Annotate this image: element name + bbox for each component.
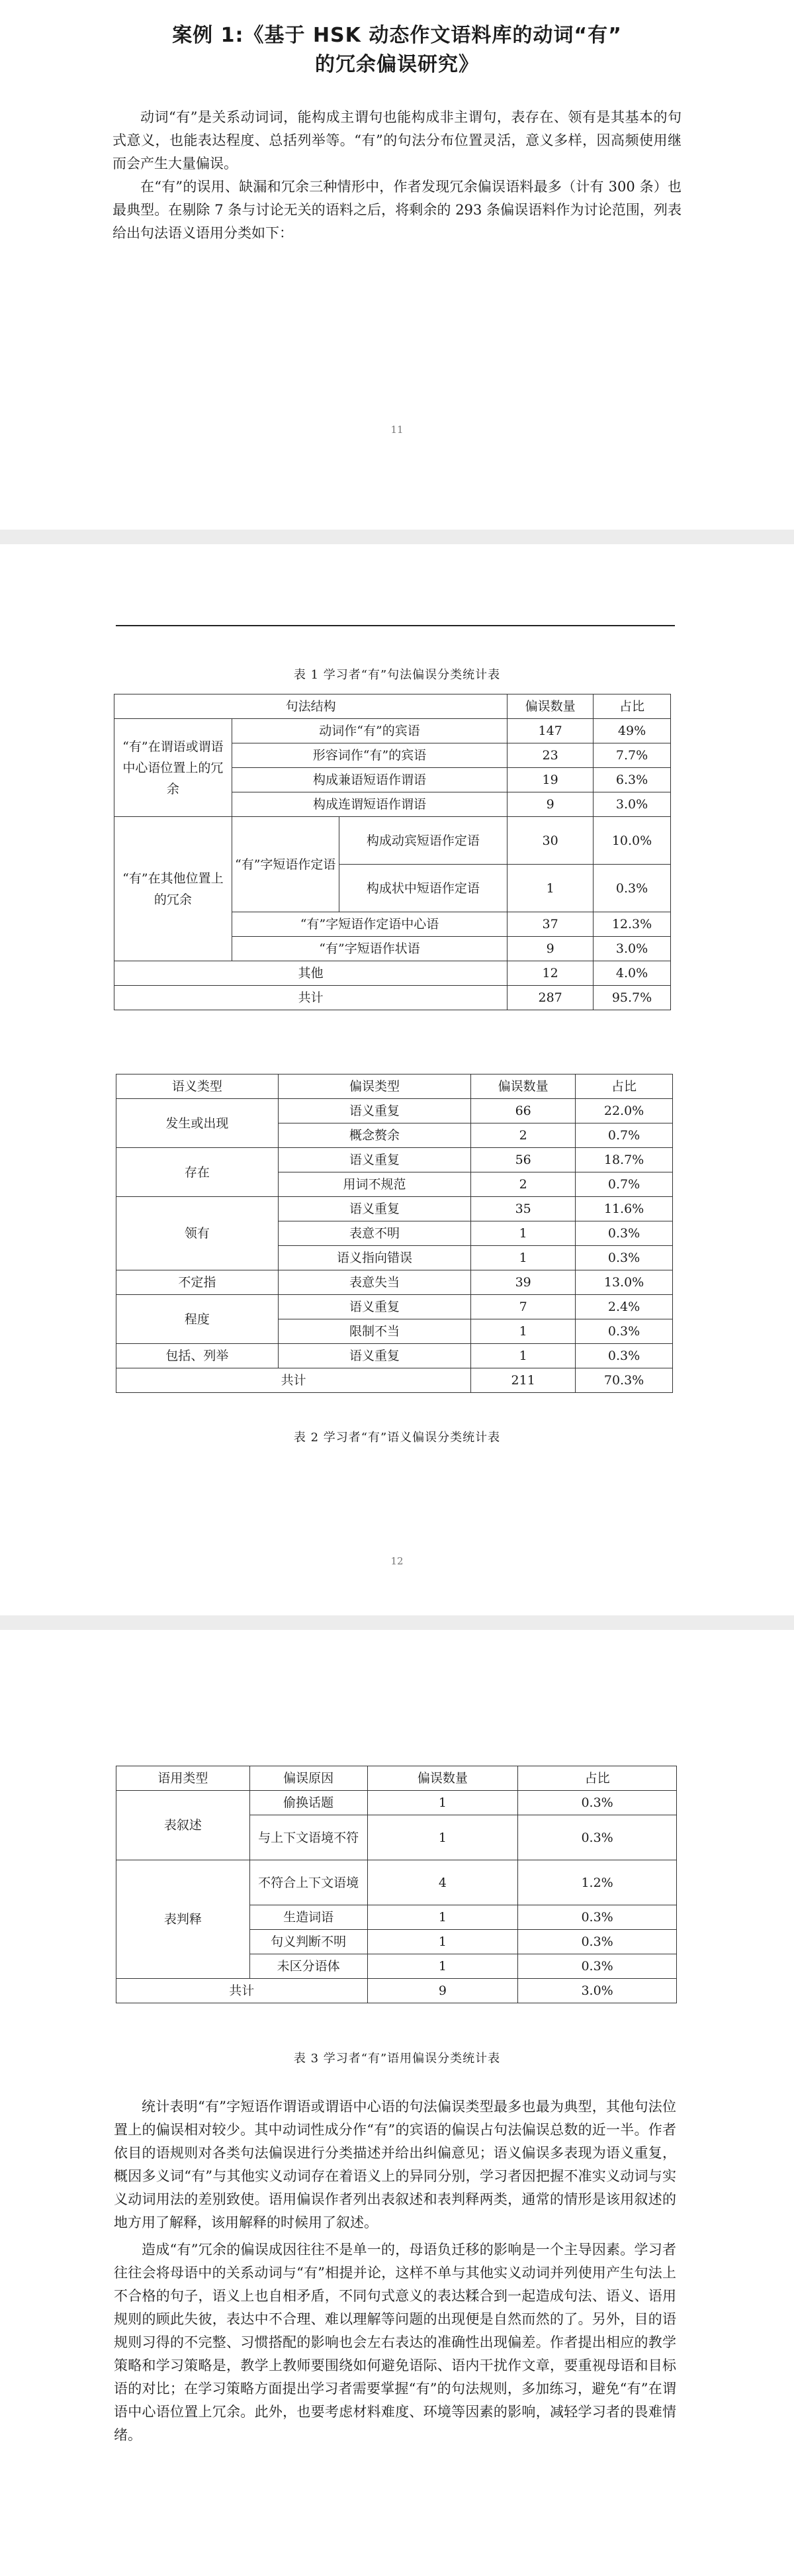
table-cell: 70.3%: [576, 1368, 673, 1393]
table-1-syntax: [114, 694, 671, 1010]
table-cell: 2.4%: [576, 1295, 673, 1319]
table-cell: 其他: [114, 961, 507, 986]
table-cell: 1: [367, 1815, 518, 1860]
header-cell: 偏误数量: [367, 1766, 518, 1791]
table-row: [116, 1270, 673, 1295]
table-cell: “有”字短语作定语中心语: [232, 912, 507, 937]
group-label: “有”在其他位置上的冗余: [114, 817, 232, 961]
table-cell: 限制不当: [278, 1319, 471, 1344]
table-2-caption: 表 2 学习者“有”语义偏误分类统计表: [293, 1431, 501, 1445]
table-cell: 语义重复: [278, 1197, 471, 1221]
table-cell: 构成连谓短语作谓语: [232, 792, 507, 817]
table-cell: 0.3%: [518, 1930, 677, 1954]
table-cell: 211: [471, 1368, 576, 1393]
table-cell: 287: [507, 986, 594, 1010]
table-cell: 37: [507, 912, 594, 937]
group-label: 包括、列举: [116, 1344, 279, 1368]
table-row: [116, 1344, 673, 1368]
table-cell: 9: [367, 1979, 518, 2003]
group-label: 表判释: [116, 1860, 250, 1979]
table-cell: 0.3%: [576, 1221, 673, 1246]
intro-text: [112, 106, 682, 245]
table-cell: 0.3%: [594, 865, 671, 912]
sub-group-label: “有”字短语作定语: [232, 817, 339, 912]
group-label: 领有: [116, 1197, 279, 1270]
group-label: 发生或出现: [116, 1099, 279, 1148]
table-cell: 0.3%: [576, 1246, 673, 1270]
header-cell: 偏误原因: [249, 1766, 367, 1791]
table-cell: 1: [471, 1344, 576, 1368]
header-cell: 句法结构: [114, 694, 507, 719]
table-cell: 3.0%: [594, 792, 671, 817]
table-total-row: [114, 986, 671, 1010]
table-2-semantics: [116, 1074, 673, 1393]
table-cell: 构成兼语短语作谓语: [232, 768, 507, 792]
table-row: [116, 1099, 673, 1123]
table-cell: 49%: [594, 719, 671, 743]
table-cell: 生造词语: [249, 1905, 367, 1930]
table-cell: 23: [507, 743, 594, 768]
table-cell: 7.7%: [594, 743, 671, 768]
table-row: [114, 719, 671, 743]
table-cell: 1: [367, 1905, 518, 1930]
page-3: [0, 1630, 794, 2576]
table-header-row: [116, 1766, 677, 1791]
table-cell: 共计: [116, 1979, 368, 2003]
table-cell: 3.0%: [594, 937, 671, 961]
table-cell: 构成动宾短语作定语: [339, 817, 507, 865]
table-cell: 56: [471, 1148, 576, 1172]
paragraph-2: 在“有”的误用、缺漏和冗余三种情形中，作者发现冗余偏误语料最多（计有 300 条）也最典型。在剔除 7 条与讨论无关的语料之后，将剩余的 293 条偏误语料作为讨论范围，列表给出句法语义语用分类如下：: [112, 179, 682, 241]
title-line-1: 案例 1:《基于 HSK 动态作文语料库的动词“有”: [172, 24, 622, 47]
table-cell: 12: [507, 961, 594, 986]
header-cell: 占比: [594, 694, 671, 719]
table-row: [114, 817, 671, 865]
table-cell: 3.0%: [518, 1979, 677, 2003]
table-cell: 语义指向错误: [278, 1246, 471, 1270]
table-cell: 句义判断不明: [249, 1930, 367, 1954]
table-cell: 0.3%: [576, 1344, 673, 1368]
header-cell: 语用类型: [116, 1766, 250, 1791]
table-cell: 0.7%: [576, 1172, 673, 1197]
table-header-row: [114, 694, 671, 719]
table-cell: 9: [507, 792, 594, 817]
header-cell: 偏误类型: [278, 1074, 471, 1099]
header-cell: 占比: [576, 1074, 673, 1099]
paragraph-4: 造成“有”冗余的偏误成因往往不是单一的，母语负迁移的影响是一个主导因素。学习者往往会将母语中的关系动词与“有”相提并论，这样不单与其他实义动词并列使用产生句法上不合格的句子，语义上也自相矛盾，不同句式意义的表达糅合到一起造成句法、语义、语用规则的顾此失彼，表达中不合理、难以理解等问题的出现便是自然而然的了。另外，目的语规则习得的不完整、习惯搭配的影响也会左右表达的准确性出现偏差。作者提出相应的教学策略和学习策略是，教学上教师要围绕如何避免语际、语内干扰作文章，要重视母语和目标语的对比；在学习策略方面提出学习者需要掌握“有”的句法规则，多加练习，避免“有”在谓语中心语位置上冗余。此外，也要考虑材料难度、环境等因素的影响，减轻学习者的畏难情绪。: [114, 2242, 676, 2443]
table-cell: 147: [507, 719, 594, 743]
table-cell: 2: [471, 1123, 576, 1148]
table-cell: 用词不规范: [278, 1172, 471, 1197]
analysis-text: [114, 2095, 676, 2447]
table-cell: 11.6%: [576, 1197, 673, 1221]
group-label: 程度: [116, 1295, 279, 1344]
table-cell: 2: [471, 1172, 576, 1197]
page-2: [0, 544, 794, 1615]
table-cell: 12.3%: [594, 912, 671, 937]
table-row: [116, 1295, 673, 1319]
title-line-2: 的冗余偏误研究》: [315, 53, 479, 76]
table-row: [116, 1860, 677, 1905]
group-label: 不定指: [116, 1270, 279, 1295]
group-label: 表叙述: [116, 1791, 250, 1860]
table-row: [116, 1791, 677, 1815]
table-cell: 共计: [116, 1368, 471, 1393]
table-cell: 30: [507, 817, 594, 865]
table-cell: 0.3%: [576, 1319, 673, 1344]
table-cell: 9: [507, 937, 594, 961]
page-1: [0, 0, 794, 530]
table-cell: 1: [471, 1221, 576, 1246]
table-cell: 1: [367, 1791, 518, 1815]
table-row: [114, 961, 671, 986]
table-cell: 0.7%: [576, 1123, 673, 1148]
table-cell: 0.3%: [518, 1791, 677, 1815]
table-1-caption: 表 1 学习者“有”句法偏误分类统计表: [293, 668, 501, 682]
table-cell: 39: [471, 1270, 576, 1295]
page-gap: [0, 1615, 794, 1630]
table-row: [116, 1197, 673, 1221]
table-cell: “有”字短语作状语: [232, 937, 507, 961]
table-cell: 19: [507, 768, 594, 792]
table-cell: 概念赘余: [278, 1123, 471, 1148]
table-cell: 18.7%: [576, 1148, 673, 1172]
table-cell: 偷换话题: [249, 1791, 367, 1815]
table-cell: 0.3%: [518, 1905, 677, 1930]
table-cell: 共计: [114, 986, 507, 1010]
table-cell: 语义重复: [278, 1295, 471, 1319]
table-cell: 未区分语体: [249, 1954, 367, 1979]
table-cell: 6.3%: [594, 768, 671, 792]
document-title: [99, 21, 695, 79]
table-cell: 10.0%: [594, 817, 671, 865]
table-cell: 动词作“有”的宾语: [232, 719, 507, 743]
table-cell: 构成状中短语作定语: [339, 865, 507, 912]
paragraph-1: 动词“有”是关系动词词，能构成主谓句也能构成非主谓句，表存在、领有是其基本的句式意义，也能表达程度、总括列举等。“有”的句法分布位置灵活，意义多样，因高频使用继而会产生大量偏误。: [112, 109, 682, 171]
header-cell: 偏误数量: [507, 694, 594, 719]
table-cell: 4.0%: [594, 961, 671, 986]
table-3-caption: 表 3 学习者“有”语用偏误分类统计表: [293, 2052, 501, 2066]
header-cell: 偏误数量: [471, 1074, 576, 1099]
table-cell: 95.7%: [594, 986, 671, 1010]
header-rule: [116, 625, 675, 626]
table-cell: 与上下文语境不符: [249, 1815, 367, 1860]
header-cell: 占比: [518, 1766, 677, 1791]
table-cell: 形容词作“有”的宾语: [232, 743, 507, 768]
table-cell: 1: [367, 1930, 518, 1954]
page-number: 12: [390, 1555, 404, 1567]
table-total-row: [116, 1979, 677, 2003]
table-row: [116, 1148, 673, 1172]
header-cell: 语义类型: [116, 1074, 279, 1099]
table-cell: 7: [471, 1295, 576, 1319]
table-cell: 0.3%: [518, 1815, 677, 1860]
table-3-pragmatics: [116, 1766, 677, 2003]
table-cell: 表意不明: [278, 1221, 471, 1246]
table-total-row: [116, 1368, 673, 1393]
table-cell: 66: [471, 1099, 576, 1123]
table-cell: 1.2%: [518, 1860, 677, 1905]
table-cell: 语义重复: [278, 1099, 471, 1123]
group-label: “有”在谓语或谓语中心语位置上的冗余: [114, 719, 232, 817]
paragraph-3: 统计表明“有”字短语作谓语或谓语中心语的句法偏误类型最多也最为典型，其他句法位置上的偏误相对较少。其中动词性成分作“有”的宾语的偏误占句法偏误总数的近一半。作者依目的语规则对各类句法偏误进行分类描述并给出纠偏意见；语义偏误多表现为语义重复，概因多义词“有”与其他实义动词存在着语义上的异同分别，学习者因把握不准实义动词与实义动词用法的差别致使。语用偏误作者列出表叙述和表判释两类，通常的情形是该用叙述的地方用了解释，该用解释的时候用了叙述。: [114, 2099, 676, 2230]
group-label: 存在: [116, 1148, 279, 1197]
table-cell: 不符合上下文语境: [249, 1860, 367, 1905]
table-cell: 1: [471, 1319, 576, 1344]
table-cell: 1: [367, 1954, 518, 1979]
table-cell: 13.0%: [576, 1270, 673, 1295]
page-gap: [0, 530, 794, 544]
table-cell: 1: [471, 1246, 576, 1270]
table-header-row: [116, 1074, 673, 1099]
table-cell: 1: [507, 865, 594, 912]
table-cell: 表意失当: [278, 1270, 471, 1295]
table-cell: 语义重复: [278, 1344, 471, 1368]
table-cell: 语义重复: [278, 1148, 471, 1172]
table-cell: 35: [471, 1197, 576, 1221]
table-cell: 22.0%: [576, 1099, 673, 1123]
table-cell: 0.3%: [518, 1954, 677, 1979]
page-number: 11: [390, 424, 404, 436]
table-cell: 4: [367, 1860, 518, 1905]
